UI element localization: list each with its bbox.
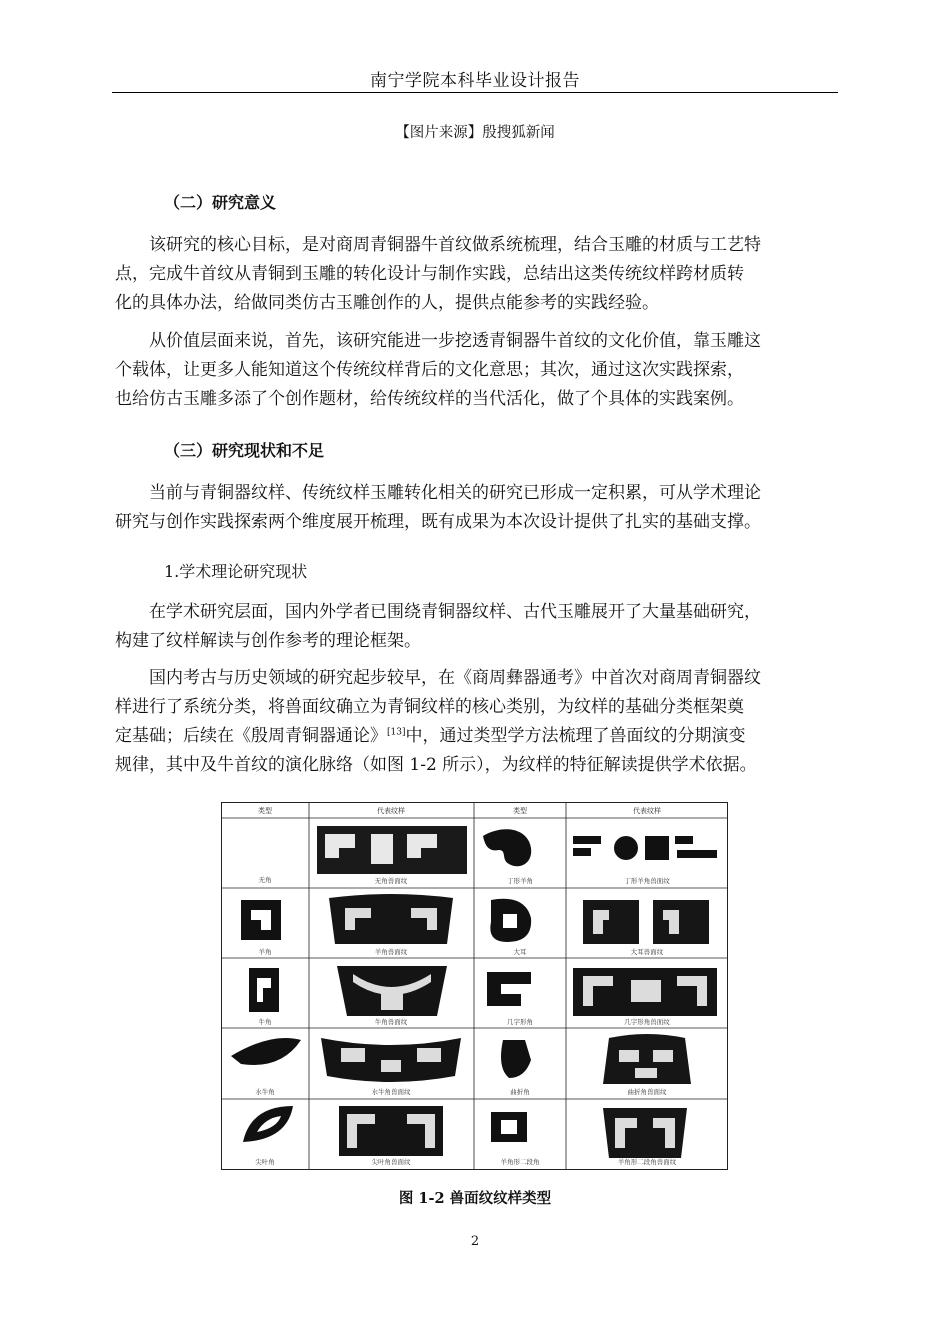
cell-label: 无角兽面纹	[374, 877, 408, 885]
table-header: 类型	[513, 807, 527, 815]
header-rule	[112, 92, 838, 93]
text-line: 构建了纹样解读与创作参考的理论框架。	[115, 631, 421, 651]
text-run: 定基础；后续在《殷周青铜器通论》	[115, 726, 387, 746]
cell-label: 水牛角	[255, 1088, 275, 1096]
paragraph-theory-1	[115, 598, 835, 656]
table-header: 类型	[258, 807, 272, 815]
figure-caption: 图 1-2 兽面纹纹样类型	[398, 1190, 552, 1207]
motif-image-yangjiao	[241, 900, 281, 940]
text-line: 个载体，让更多人能知道这个传统纹样背后的文化意思；其次，通过这次实践探索，	[115, 360, 744, 380]
cell-label: 羊角兽面纹	[374, 948, 408, 956]
text-line: 该研究的核心目标，是对商周青铜器牛首纹做系统梳理，结合玉雕的材质与工艺特	[149, 235, 761, 255]
cell-label: 几字形角	[507, 1018, 533, 1026]
cell-label: 牛角	[258, 1018, 272, 1026]
cell-label: 丁形羊角兽面纹	[624, 877, 670, 885]
table-header: 代表纹样	[633, 807, 661, 815]
cell-label: 羊角形二段角兽面纹	[617, 1158, 677, 1166]
text-run: 中，通过类型学方法梳理了兽面纹的分期演变	[405, 726, 746, 746]
text-line: 化的具体办法，给做同类仿古玉雕创作的人，提供点能参考的实践经验。	[115, 293, 659, 313]
text-line: 在学术研究层面，国内外学者已围绕青铜器纹样、古代玉雕展开了大量基础研究，	[149, 602, 761, 622]
text-line: 也给仿古玉雕多添了个创作题材，给传统纹样的当代活化，做了个具体的实践案例。	[115, 389, 744, 409]
section-heading-status: （三）研究现状和不足	[164, 441, 325, 460]
cell-label: 曲折角兽面纹	[627, 1088, 667, 1096]
text-line: 样进行了系统分类，将兽面纹确立为青铜纹样的核心类别，为纹样的基础分类框架奠	[115, 697, 744, 717]
text-line: 点，完成牛首纹从青铜到玉雕的转化设计与制作实践，总结出这类传统纹样跨材质转	[115, 264, 744, 284]
cell-label: 羊角	[258, 948, 272, 956]
text-line: 从价值层面来说，首先，该研究能进一步挖透青铜器牛首纹的文化价值，靠玉雕这	[149, 331, 761, 351]
paragraph-status-1	[115, 479, 835, 537]
text-line: 研究与创作实践探索两个维度展开梳理，既有成果为本次设计提供了扎实的基础支撑。	[115, 512, 761, 532]
cell-label: 大耳兽面纹	[630, 948, 664, 956]
cell-label: 羊角形二段角	[500, 1158, 540, 1166]
cell-label: 无角	[258, 876, 272, 884]
running-header: 南宁学院本科毕业设计报告	[370, 71, 580, 91]
cell-label: 尖叶角兽面纹	[371, 1158, 411, 1166]
section-heading-significance: （二）研究意义	[164, 193, 277, 212]
paragraph-significance-1	[115, 231, 835, 318]
paragraph-theory-2	[115, 664, 835, 780]
text-line	[115, 722, 835, 751]
subheading-theory: 1.学术理论研究现状	[164, 562, 308, 581]
text-line: 国内考古与历史领域的研究起步较早，在《商周彝器通考》中首次对商周青铜器纹	[149, 668, 761, 688]
cell-label: 水牛角兽面纹	[371, 1088, 411, 1096]
page-number: 2	[470, 1234, 480, 1249]
citation-ref: [13]	[387, 727, 406, 738]
text-line: 当前与青铜器纹样、传统纹样玉雕转化相关的研究已形成一定积累，可从学术理论	[149, 483, 761, 503]
figure-motif-table	[221, 802, 728, 1170]
text-line: 规律，其中及牛首纹的演化脉络（如图 1-2 所示），为纹样的特征解读提供学术依据。	[115, 755, 757, 775]
cell-label: 大耳	[513, 948, 527, 956]
motif-image-niujiao	[249, 968, 279, 1012]
image-source-note: 【图片来源】殷搜狐新闻	[395, 125, 555, 141]
cell-label: 牛角兽面纹	[374, 1018, 408, 1026]
cell-label: 曲折角	[510, 1088, 530, 1096]
table-header: 代表纹样	[377, 807, 405, 815]
cell-label: 丁形羊角	[507, 877, 533, 885]
cell-label: 尖叶角	[255, 1158, 275, 1166]
paragraph-significance-2	[115, 327, 835, 414]
cell-label: 几字形角兽面纹	[624, 1018, 670, 1026]
